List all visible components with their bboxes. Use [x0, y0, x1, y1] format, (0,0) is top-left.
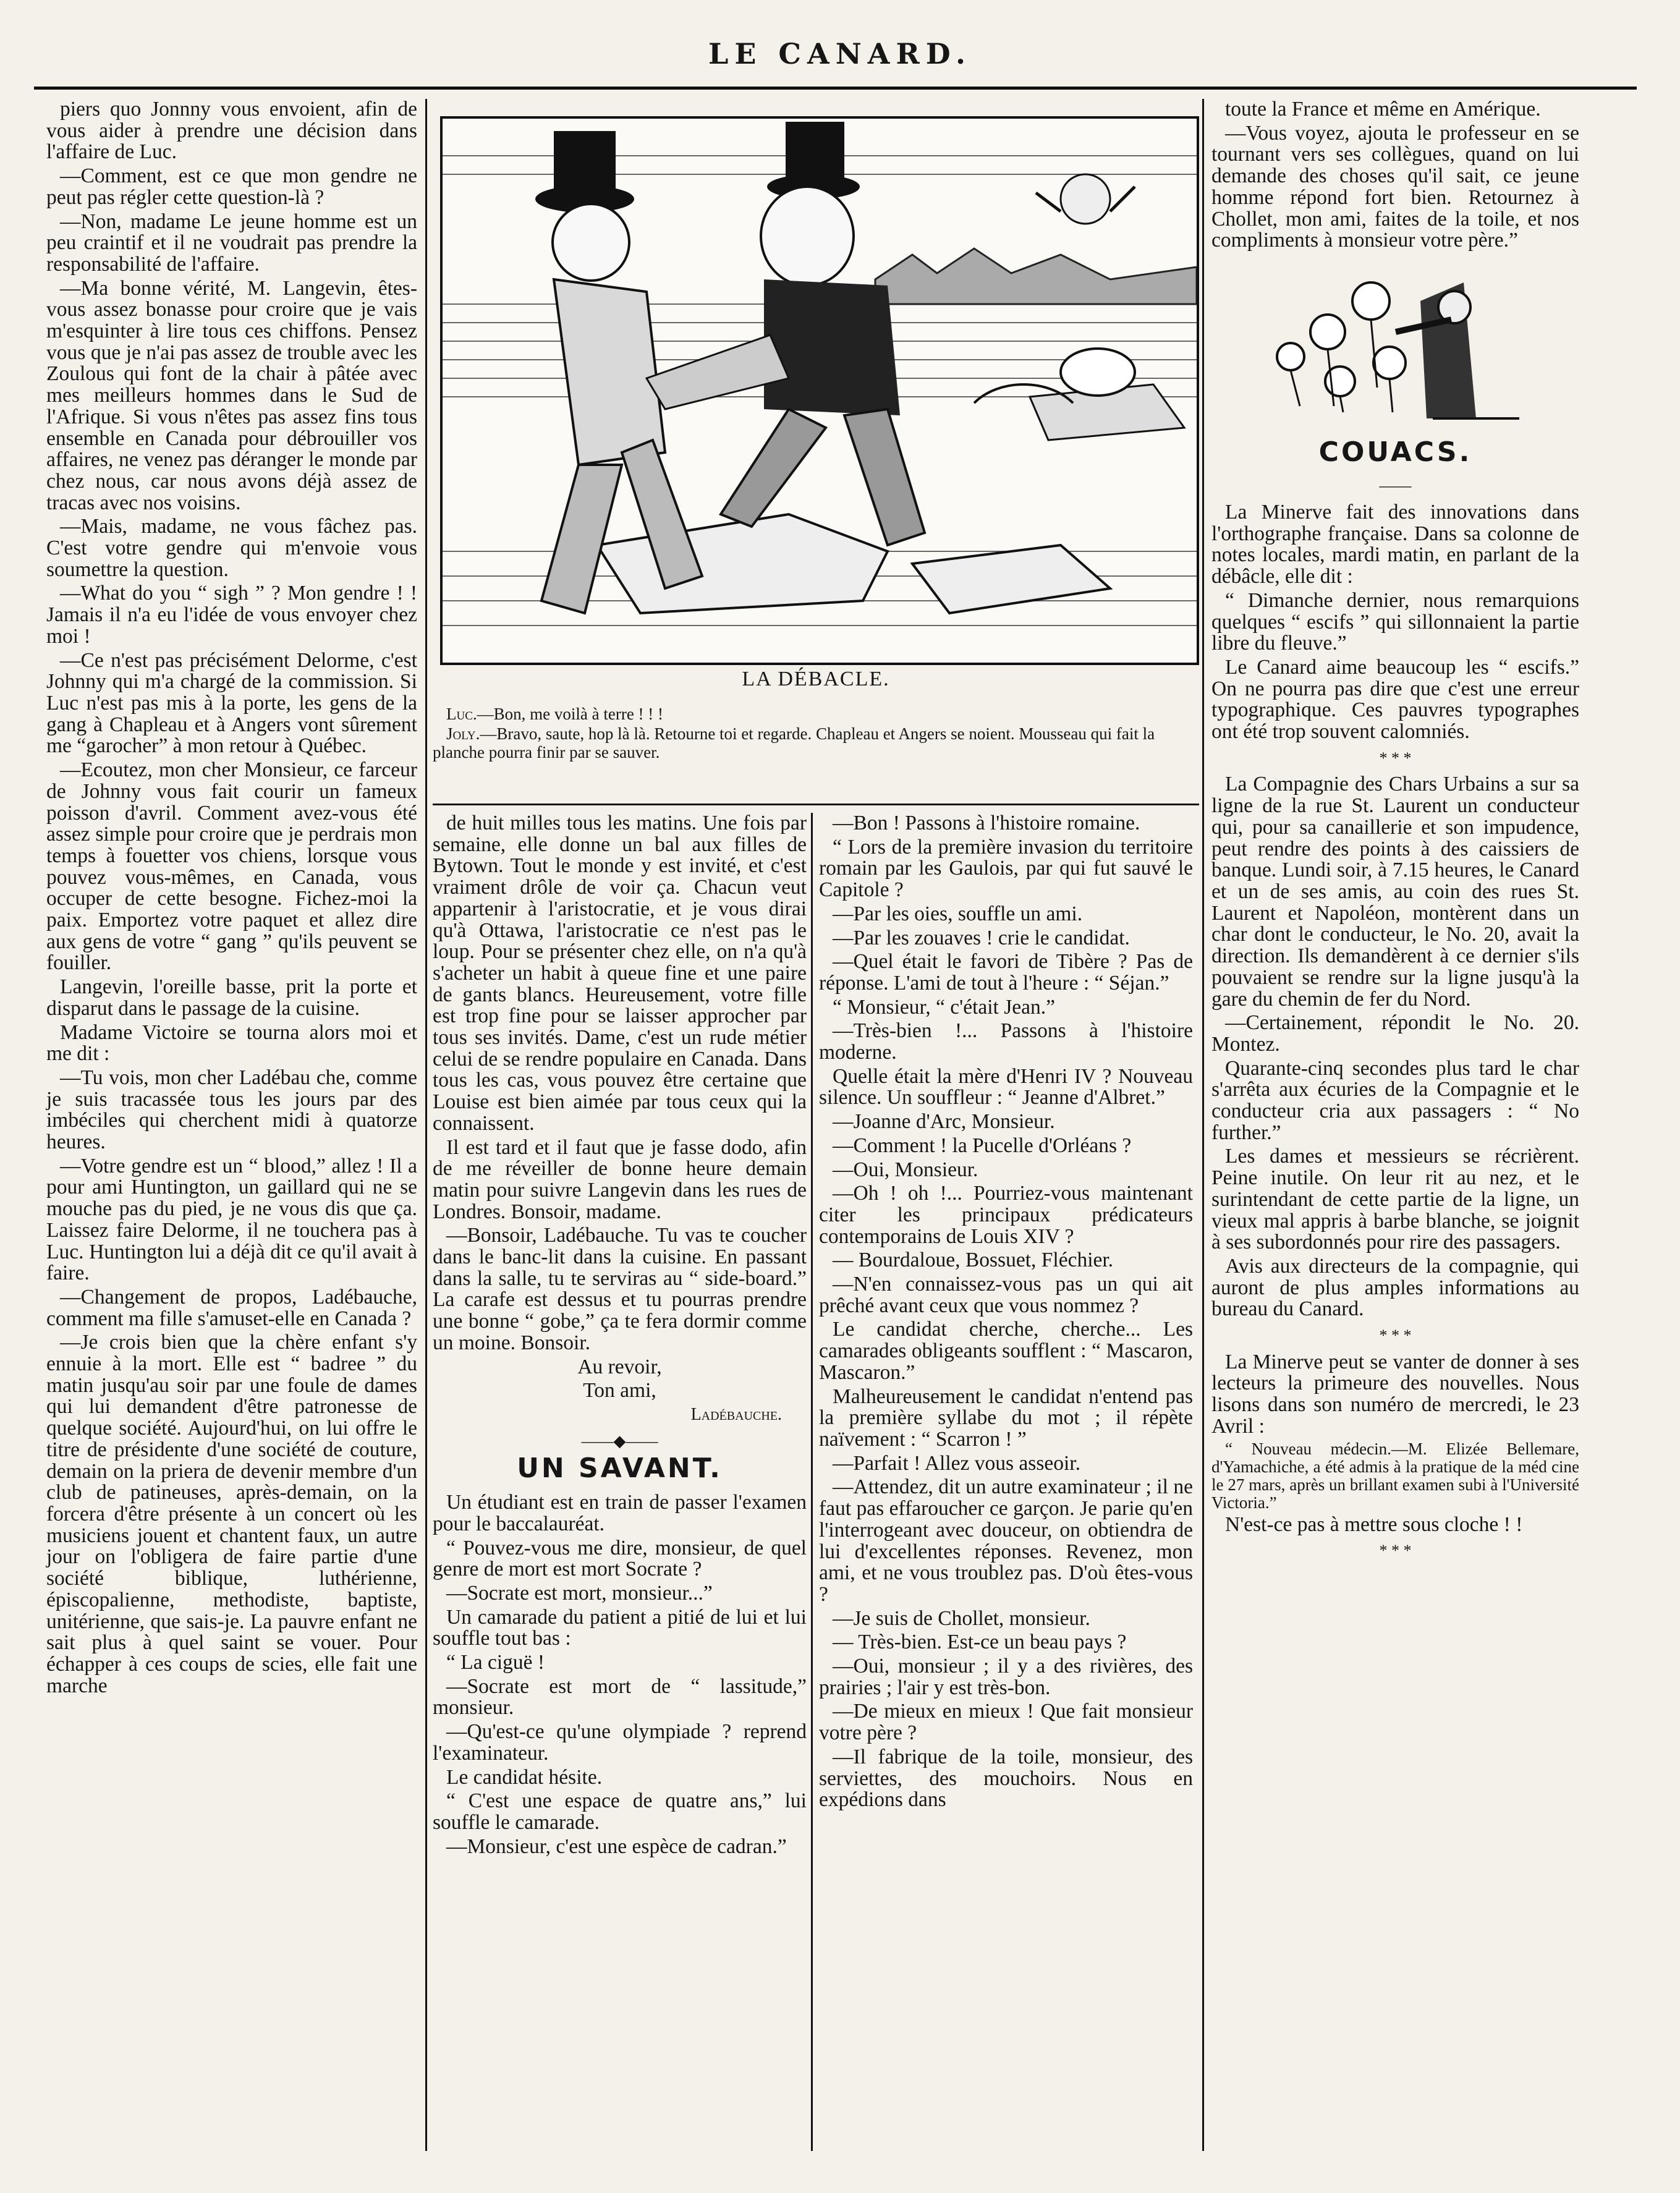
paragraph: —Parfait ! Allez vous asseoir.: [833, 1451, 1080, 1475]
paragraph: —Ecoutez, mon cher Monsieur, ce farceur de Johnny vous fait courir un fameux poisson d'avril. Comment avez-vous été assez simple pour croire que je perdrais mon temps à fouetter vos chiens, lorsque vous pouvez vous-mêmes, en Canada, vous occuper de cette besogne. Fichez-moi la paix. Emportez votre paquet et allez dire aux gens de votre “ gang ” qu'ils peuvent se fouiller.: [46, 758, 417, 975]
paragraph: —Votre gendre est un “ blood,” allez ! Il a pour ami Huntington, un gaillard qui ne se mouche pas du pied, je ne vous dis que ça. Laissez faire Delorme, il ne touchera pas à Luc. Huntington lui a déjà dit ce qu'il avait à faire.: [46, 1154, 417, 1285]
paragraph: —Par les oies, souffle un ami.: [833, 902, 1083, 925]
closing-farewell: Au revoir,: [577, 1355, 662, 1378]
paragraph: —Changement de propos, Ladébauche, comment ma fille s'amuset-elle en Canada ?: [46, 1285, 417, 1330]
paragraph: Les dames et messieurs se récrièrent. Peine inutile. On leur rit au nez, et le surintendant de cette partie de la ligne, un vieux mal appris à barbe blanche, se joignit à ses subordonnés pour rire des passagers.: [1211, 1145, 1579, 1254]
paragraph: —Je crois bien que la chère enfant s'y ennuie à la mort. Elle est “ badree ” du matin jusqu'au soir par une foule de dames qui lui demandent d'être patronesse de quelque société. Aujourd'hui, on lui offre le titre de présidente d'une société de couture, demain on la priera de devenir membre d'un club de patineuses, après-demain, on la forcera d'être présente à un concert où les musiciens jouent et chantent faux, un autre jour on l'obligera de faire partie d'une société biblique, luthérienne, épiscopalienne, methodiste, baptiste, unitérienne, que sais-je. La pauvre enfant ne sait plus à quel saint se vouer. Pour échapper à ces coups de scies, elle fait une marche: [46, 1331, 417, 1697]
paragraph: “ La ciguë !: [446, 1651, 545, 1674]
paragraph: —Ma bonne vérité, M. Langevin, êtes-vous assez bonasse pour croire que je vais m'esquinter à lire tous ces chiffons. Pensez vous que je n'ai pas assez de trouble avec les Zoulous qui font de la chair à pâtée avec mes meilleurs hommes dans le Sud de l'Afrique. Si vous n'êtes pas assez fins tous ensemble en Canada pour débrouiller vos affaires, ne venez pas déranger le monde par chez nous, car nous avons déjà assez de tracas avec nos voisins.: [46, 276, 417, 514]
column-4: [1211, 99, 1579, 1567]
caption-speaker: Luc.: [446, 705, 477, 723]
paragraph: Le candidat hésite.: [446, 1765, 603, 1789]
section-title-un-savant: UN SAVANT.: [517, 1453, 723, 1485]
couacs-illustration: [1211, 264, 1579, 430]
paragraph: —Il fabrique de la toile, monsieur, des serviettes, des mouchoirs. Nous en expédions dans: [819, 1745, 1193, 1812]
paragraph: piers quo Jonnny vous envoient, afin de vous aider à prendre une décision dans l'affaire de Luc.: [46, 98, 417, 164]
page-header: LE CANARD.: [708, 37, 972, 70]
paragraph: Avis aux directeurs de la compagnie, qui auront de plus amples informations au bureau du Canard.: [1211, 1254, 1579, 1321]
section-ornament: ——◆——: [581, 1432, 658, 1450]
column-1: [46, 99, 417, 1699]
paragraph: —Monsieur, c'est une espèce de cadran.”: [446, 1835, 787, 1858]
cartoon-caption: [433, 705, 1199, 763]
closing-remark: N'est-ce pas à mettre sous cloche ! !: [1225, 1512, 1523, 1536]
asterism: * * *: [1379, 1542, 1412, 1560]
caption-text: —Bon, me voilà à terre ! ! !: [477, 705, 664, 723]
header-rule: [34, 87, 1637, 90]
cartoon-bottom-rule: [433, 804, 1199, 805]
chars-urbains-article: [1211, 774, 1579, 1320]
paragraph: Le Canard aime beaucoup les “ escifs.” On ne pourra pas dire que c'est une erreur typographique. Ces pauvres typographes ont été trop souvent calomniés.: [1211, 655, 1579, 744]
paragraph: La Minerve peut se vanter de donner à ses lecteurs la primeure des nouvelles. Nous lisons dans son numéro de mercredi, le 23 Avril :: [1211, 1350, 1579, 1438]
caption-line: [433, 705, 1199, 723]
couacs-article: [1211, 502, 1579, 743]
paragraph: “ Pouvez-vous me dire, monsieur, de quel genre de mort est mort Socrate ?: [433, 1536, 807, 1581]
paragraph: “ Lors de la première invasion du territoire romain par les Gaulois, par qui fut sauvé le Capitole ?: [819, 835, 1193, 902]
paragraph: — Très-bien. Est-ce un beau pays ?: [833, 1631, 1127, 1654]
minerve-article: [1211, 1352, 1579, 1438]
asterism: * * *: [1379, 1326, 1412, 1345]
paragraph: —Bonsoir, Ladébauche. Tu vas te coucher dans le banc-lit dans la cuisine. En passant dans la salle, tu te serviras au “ side-board.” La carafe est dessus et tu pourras prendre une bonne “ gobe,” ça te fera dormir comme un moine. Bonsoir.: [433, 1224, 807, 1354]
paragraph: “ Dimanche dernier, nous remarquions quelques “ escifs ” qui sillonnaient la partie libre du fleuve.”: [1211, 588, 1579, 655]
paragraph: —Très-bien !... Passons à l'histoire moderne.: [819, 1019, 1193, 1064]
musician-illustration: [1266, 264, 1525, 425]
caption-line: [433, 724, 1199, 761]
paragraph: —Comment, est ce que mon gendre ne peut pas régler cette question-là ?: [46, 164, 417, 209]
caption-speaker: Joly.: [446, 724, 480, 743]
paragraph: —Certainement, répondit le No. 20. Montez.: [1211, 1011, 1579, 1056]
cartoon-drawing: [443, 119, 1197, 663]
paragraph: Quelle était la mère d'Henri IV ? Nouveau silence. Un souffleur : “ Jeanne d'Albret.”: [819, 1064, 1193, 1109]
paragraph: —Ce n'est pas précisément Delorme, c'est Johnny qui m'a chargé de la commission. Si Luc n'est pas mis à la porte, les gens de la gang à Chapleau et à Angers vont sûrement me “garocher” à mon retour à Québec.: [46, 648, 417, 758]
paragraph: La Minerve fait des innovations dans l'orthographe française. Dans sa colonne de notes locales, mardi matin, en parlant de la débâcle, elle dit :: [1211, 501, 1579, 588]
paragraph: de huit milles tous les matins. Une fois par semaine, elle donne un bal aux filles de Bytown. Tout le monde y est invité, et c'est vraiment drôle de voir ça. Chacun veut appartenir à l'aristocratie, et je vous dirai qu'à Ottawa, l'aristocratie ce n'est pas le loup. Pour se présenter chez elle, on n'a qu'à s'acheter un habit à queue fine et une paire de gants blancs. Heureusement, votre fille est trop fine pour se laisser approcher par tous ses invités. Dame, c'est un rude métier celui de se rendre populaire en Canada. Dans tous les cas, vous pouvez être certaine que Louise est bien aimée par tous ceux qui la connaissent.: [433, 812, 807, 1135]
paragraph: —Par les zouaves ! crie le candidat.: [833, 926, 1130, 949]
paragraph: “ Monsieur, “ c'était Jean.”: [833, 995, 1056, 1019]
paragraph: —De mieux en mieux ! Que fait monsieur votre père ?: [819, 1700, 1193, 1745]
cartoon-illustration: [440, 116, 1199, 665]
paragraph: Madame Victoire se tourna alors moi et me dit :: [46, 1020, 417, 1066]
column-divider: [811, 813, 813, 2151]
minerve-quote: “ Nouveau médecin.—M. Elizée Bellemare, d'Yamachiche, a été admis à la pratique de la méd cine le 27 mars, après un brillant examen subi à l'Université Victoria.”: [1211, 1439, 1579, 1512]
column-divider: [425, 99, 427, 2151]
paragraph: —Socrate est mort, monsieur...”: [446, 1581, 713, 1605]
paragraph: Un étudiant est en train de passer l'examen pour le baccalauréat.: [433, 1491, 807, 1535]
paragraph: —Bon ! Passons à l'histoire romaine.: [833, 812, 1140, 834]
cartoon-title: LA DÉBACLE.: [742, 668, 890, 690]
paragraph: Malheureusement le candidat n'entend pas la première syllabe du mot ; il répète naïvement : “ Scarron ! ”: [819, 1385, 1193, 1451]
paragraph: Langevin, l'oreille basse, prit la porte et disparut dans le passage de la cuisine.: [46, 975, 417, 1020]
column-3: [819, 813, 1193, 1813]
column-2: [433, 813, 807, 1860]
column-4-top: [1211, 99, 1579, 252]
paragraph: —Non, madame Le jeune homme est un peu craintif et il ne voudrait pas prendre la responsabilité de l'affaire.: [46, 210, 417, 276]
paragraph: —Quel était le favori de Tibère ? Pas de réponse. L'ami de tout à l'heure : “ Séjan.”: [819, 950, 1193, 995]
paragraph: —N'en connaissez-vous pas un qui ait prêché avant ceux que vous nommez ?: [819, 1273, 1193, 1317]
paragraph: —Je suis de Chollet, monsieur.: [833, 1606, 1090, 1630]
paragraph: Il est tard et il faut que je fasse dodo, afin de me réveiller de bonne heure demain matin pour suivre Langevin dans les rues de Londres. Bonsoir, madame.: [433, 1135, 807, 1223]
signature: Ladébauche.: [690, 1404, 782, 1424]
paragraph: toute la France et même en Amérique.: [1225, 98, 1541, 121]
paragraph: —Socrate est mort de “ lassitude,” monsieur.: [433, 1674, 807, 1720]
paragraph: —What do you “ sigh ” ? Mon gendre ! ! Jamais il n'a eu l'idée de vous envoyer chez moi !: [46, 582, 417, 648]
paragraph: —Attendez, dit un autre examinateur ; il ne faut pas effaroucher ce garçon. Je parie qu'en l'interrogeant avec douceur, on obtiendra de lui d'excellentes réponses. Revenez, mon ami, et ne vous troublez pas. D'où êtes-vous ?: [819, 1475, 1193, 1606]
paragraph: —Tu vois, mon cher Ladébau che, comme je suis tracassée tous les jours par des imbéciles qui cherchent midi à quatorze heures.: [46, 1066, 417, 1154]
paragraph: —Oui, Monsieur.: [833, 1158, 978, 1181]
paragraph: La Compagnie des Chars Urbains a sur sa ligne de la rue St. Laurent un conducteur qui, pour sa canaillerie et son impudence, peut rendre des points à des caissiers de banque. Lundi soir, à 7.15 heures, le Canard et un de ses amis, au coin des rues St. Laurent et Napoléon, montèrent dans un char dont le conducteur, le No. 20, avait la direction. Ils demandèrent à ce dernier s'ils pouvaient se rendre sur la ligne jusqu'à la gare du chemin de fer du Nord.: [1211, 773, 1579, 1011]
caption-text: —Bravo, saute, hop là là. Retourne toi et regarde. Chapleau et Angers se noient. Mousseau qui fait la planche pourra finir par se sauver.: [433, 724, 1155, 761]
section-ornament: ——: [1379, 477, 1412, 495]
paragraph: Le candidat cherche, cherche... Les camarades obligeants soufflent : “ Mascaron, Mascaron.”: [819, 1318, 1193, 1384]
paragraph: Un camarade du patient a pitié de lui et lui souffle tout bas :: [433, 1605, 807, 1650]
paragraph: —Mais, madame, ne vous fâchez pas. C'est votre gendre qui m'envoie vous soumettre la question.: [46, 515, 417, 581]
paragraph: — Bourdaloue, Bossuet, Fléchier.: [833, 1249, 1114, 1272]
un-savant-article: [433, 1492, 807, 1857]
closing-friend: Ton ami,: [583, 1379, 656, 1402]
paragraph: —Oui, monsieur ; il y a des rivières, des prairies ; l'air y est très-bon.: [819, 1655, 1193, 1699]
paragraph: —Joanne d'Arc, Monsieur.: [833, 1110, 1055, 1134]
asterism: * * *: [1379, 749, 1412, 767]
paragraph: —Vous voyez, ajouta le professeur en se tournant vers ses collègues, quand on lui demande des choses qu'il sait, ce jeune homme répond fort bien. Retournez à Chollet, mon ami, faites de la toile, et nos compliments à monsieur votre père.”: [1211, 121, 1579, 252]
paragraph: —Oh ! oh !... Pourriez-vous maintenant citer les principaux prédicateurs contemporains de Louis XIV ?: [819, 1182, 1193, 1248]
paragraph: “ C'est une espace de quatre ans,” lui souffle le camarade.: [433, 1789, 807, 1834]
paragraph: —Comment ! la Pucelle d'Orléans ?: [833, 1134, 1132, 1157]
column-2-body: [433, 813, 807, 1354]
column-divider: [1202, 99, 1204, 2151]
section-title-couacs: COUACS.: [1318, 436, 1472, 468]
paragraph: Quarante-cinq secondes plus tard le char s'arrêta aux écuries de la Compagnie et le conducteur cria aux passagers : “ No further.”: [1211, 1056, 1579, 1144]
paragraph: —Qu'est-ce qu'une olympiade ? reprend l'examinateur.: [433, 1720, 807, 1765]
